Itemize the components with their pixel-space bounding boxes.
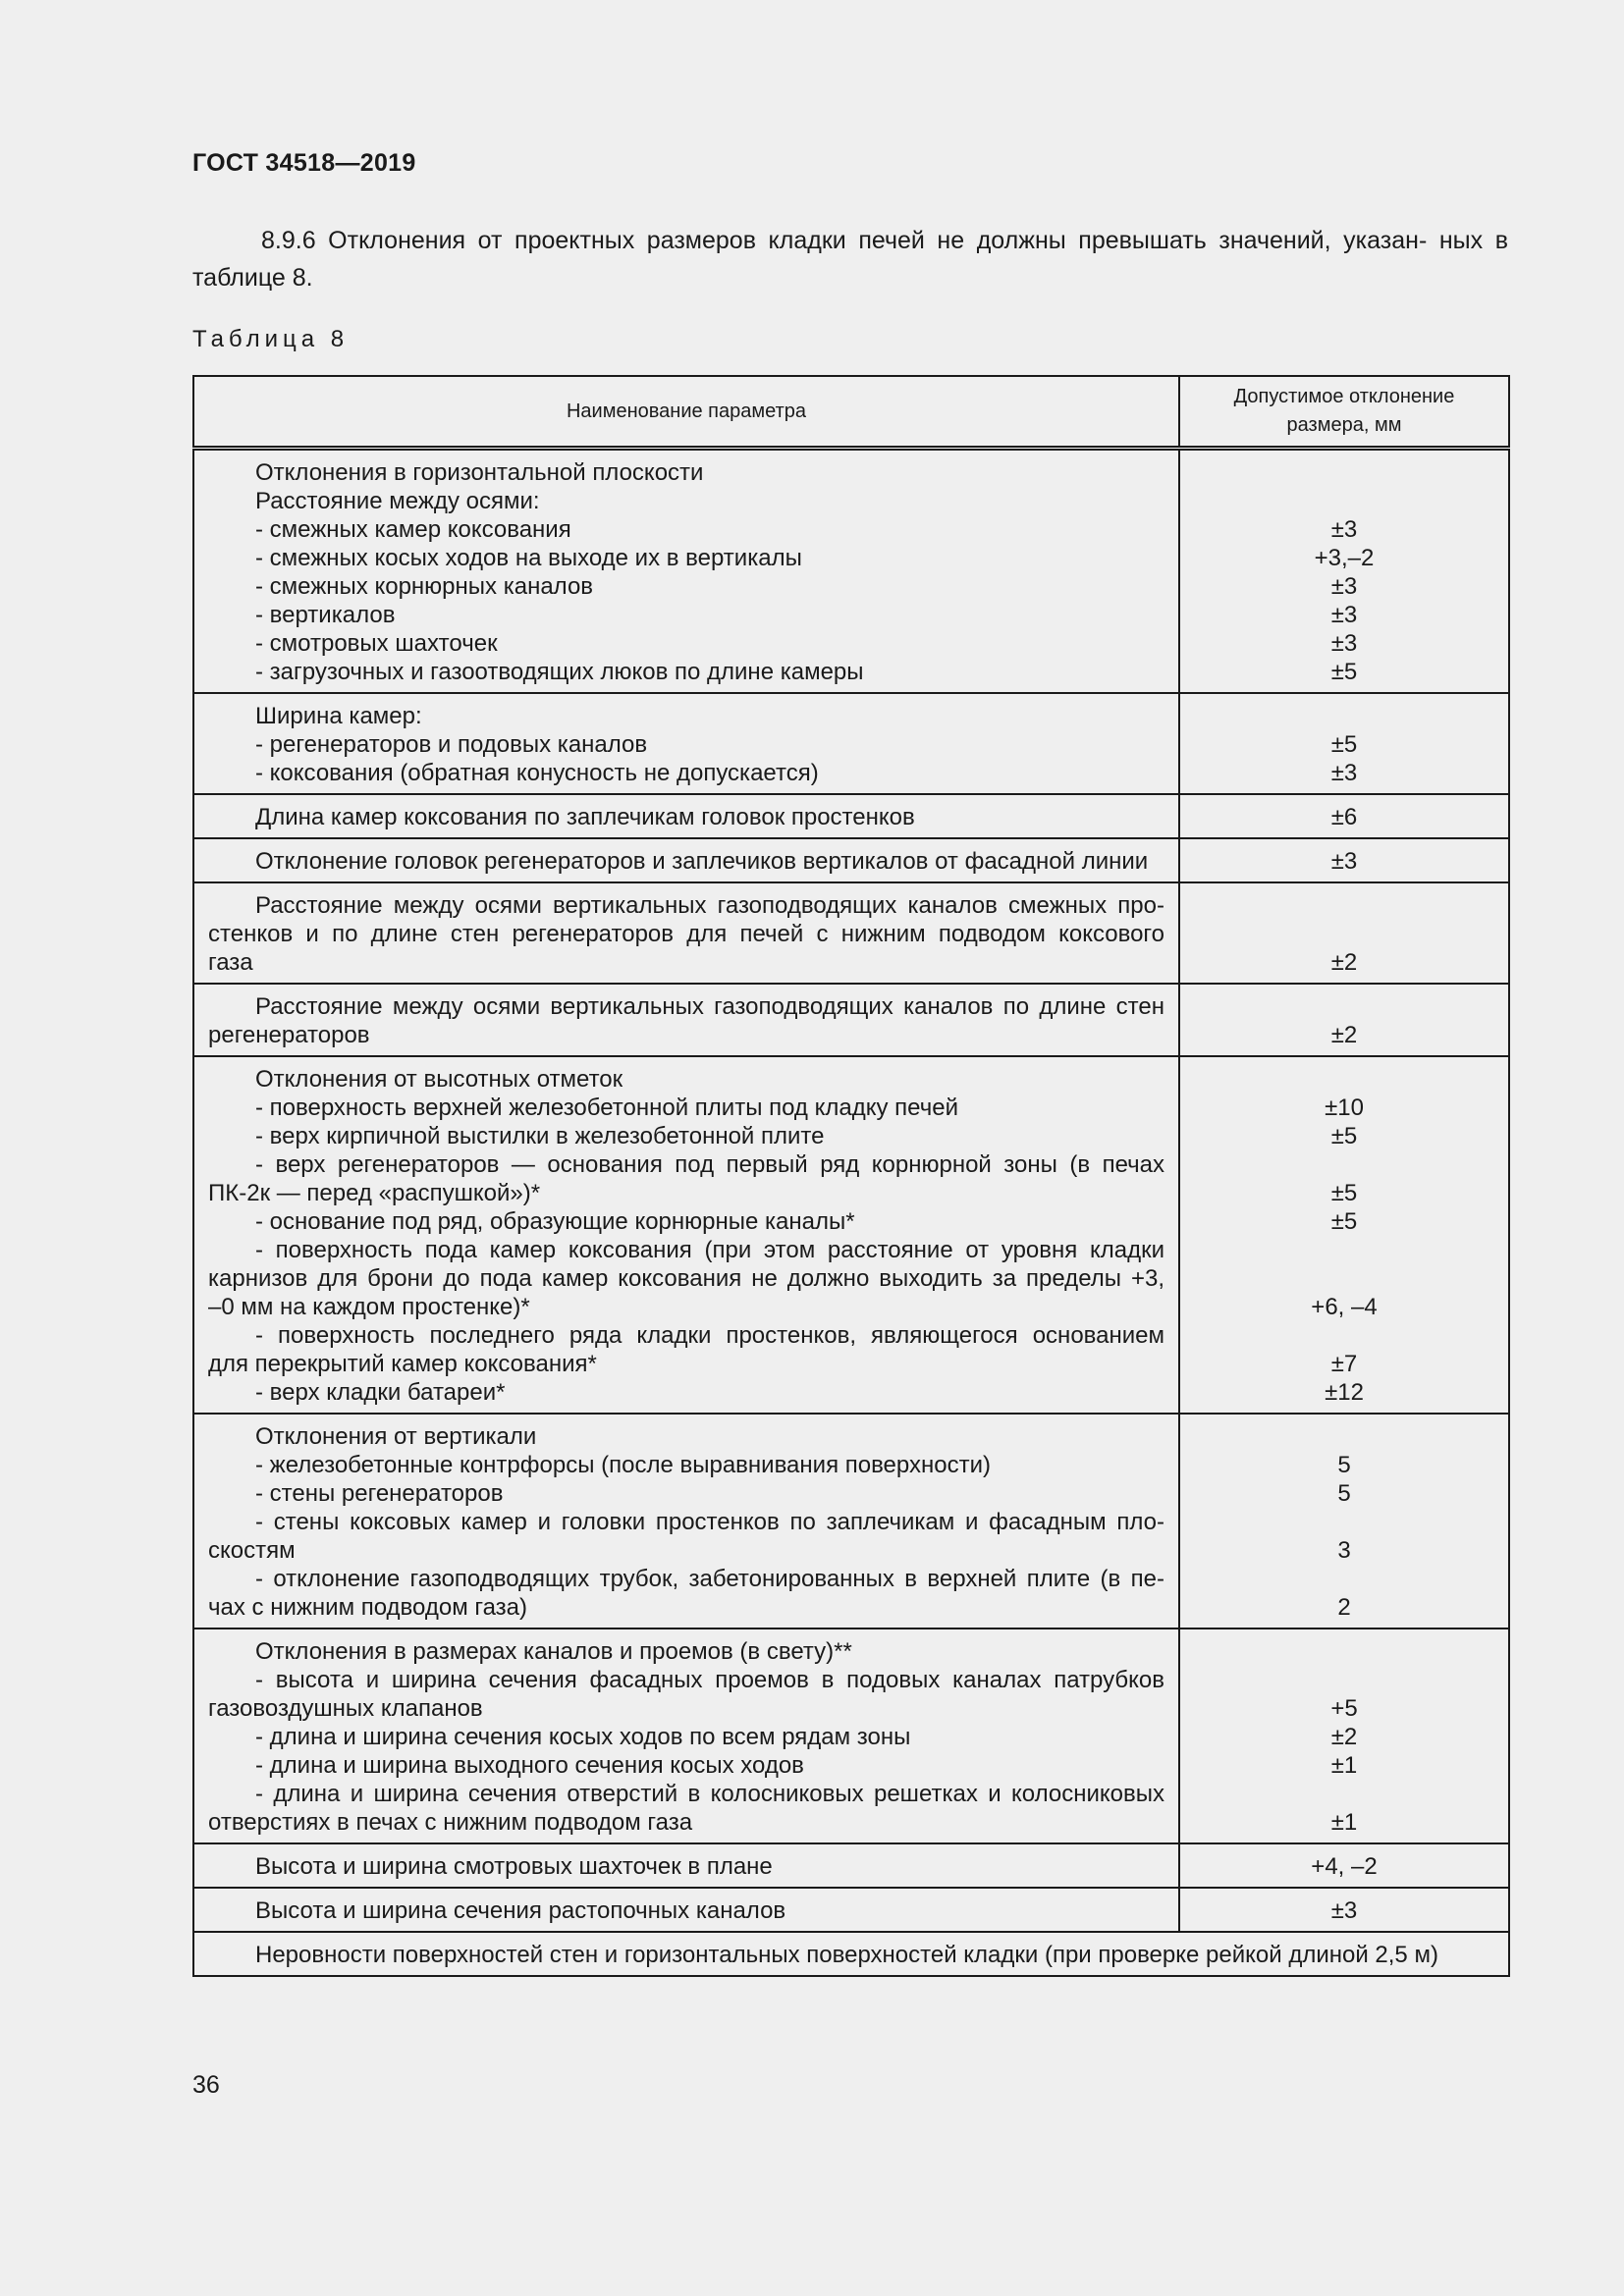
param-line: - верх регенераторов — основания под первый ряд корнюрной зоны (в печах: [255, 1151, 1164, 1178]
param-line: - коксования (обратная конусность не допускается): [255, 760, 819, 786]
value-line: [1180, 1264, 1508, 1293]
value-line: ±7: [1330, 1351, 1358, 1377]
value-line: [1180, 1236, 1508, 1264]
value-line: ±3: [1330, 573, 1358, 600]
value-cell: [1179, 1888, 1509, 1932]
value-line: [1180, 1637, 1508, 1666]
param-line: - регенераторов и подовых каналов: [255, 731, 648, 758]
param-line: - смежных корнюрных каналов: [255, 573, 594, 600]
param-line: скостям: [208, 1537, 296, 1564]
value-line: [1180, 702, 1508, 730]
value-line: ±5: [1330, 659, 1358, 685]
param-line: - смежных косых ходов на выходе их в вертикалы: [255, 545, 802, 571]
param-line: - стены коксовых камер и головки простенков по заплечикам и фасадным пло-: [255, 1509, 1164, 1535]
value-line: [1180, 1565, 1508, 1593]
table-row: [193, 838, 1509, 882]
param-line: Расстояние между осями:: [255, 488, 540, 514]
value-line: ±3: [1330, 630, 1358, 657]
param-line: Ширина камер:: [255, 703, 422, 729]
table-caption: Таблица 8: [192, 326, 350, 352]
param-line: - отклонение газоподводящих трубок, забетонированных в верхней плите (в пе-: [255, 1566, 1164, 1592]
param-line: отверстиях в печах с нижним подводом газа: [208, 1809, 693, 1836]
value-line: [1180, 458, 1508, 487]
value-line: ±5: [1330, 731, 1358, 758]
param-line: газа: [208, 949, 253, 976]
value-line: [1180, 1065, 1508, 1094]
param-line: регенераторов: [208, 1022, 370, 1048]
value-line: +4, –2: [1311, 1853, 1378, 1880]
intro-line-2: ных в таблице 8.: [192, 227, 1508, 292]
value-line: ±1: [1330, 1752, 1358, 1779]
param-cell: [193, 1843, 1179, 1888]
value-line: ±5: [1330, 1123, 1358, 1149]
param-line: чах с нижним подводом газа): [208, 1594, 528, 1621]
param-line: - длина и ширина сечения косых ходов по всем рядам зоны: [255, 1724, 911, 1750]
param-line: Отклонения в горизонтальной плоскости: [255, 459, 704, 486]
param-cell: [193, 693, 1179, 794]
param-line: Высота и ширина сечения растопочных каналов: [255, 1897, 786, 1924]
value-cell: [1179, 794, 1509, 838]
value-line: ±12: [1325, 1379, 1364, 1406]
table-row: [193, 693, 1509, 794]
table-row: [193, 1932, 1509, 1976]
value-line: ±3: [1330, 848, 1358, 875]
table-row: [193, 1414, 1509, 1629]
value-cell: [1179, 693, 1509, 794]
value-line: ±3: [1330, 516, 1358, 543]
param-cell: [193, 1414, 1179, 1629]
value-line: [1180, 1508, 1508, 1536]
param-line: –0 мм на каждом простенке)*: [208, 1294, 530, 1320]
table-row: [193, 882, 1509, 984]
value-cell: [1179, 838, 1509, 882]
value-line: ±3: [1330, 602, 1358, 628]
param-line: - железобетонные контрфорсы (после выравнивания поверхности): [255, 1452, 991, 1478]
value-line: ±10: [1325, 1095, 1364, 1121]
param-line: Отклонение головок регенераторов и заплечиков вертикалов от фасадной линии: [255, 848, 1149, 875]
value-line: [1180, 891, 1508, 920]
value-line: [1180, 1666, 1508, 1694]
value-line: [1180, 1321, 1508, 1350]
value-line: ±1: [1330, 1809, 1358, 1836]
value-cell: [1179, 1629, 1509, 1843]
value-line: [1180, 992, 1508, 1021]
param-cell: [193, 1888, 1179, 1932]
param-cell: [193, 1629, 1179, 1843]
deviation-table: [192, 375, 1510, 1977]
param-line: Отклонения от вертикали: [255, 1423, 537, 1450]
value-line: ±3: [1330, 760, 1358, 786]
value-line: 2: [1337, 1594, 1351, 1621]
param-line: Отклонения от высотных отметок: [255, 1066, 623, 1093]
value-line: [1180, 487, 1508, 515]
param-cell: [193, 794, 1179, 838]
param-line: для перекрытий камер коксования*: [208, 1351, 597, 1377]
param-line: Отклонения в размерах каналов и проемов (в свету)**: [255, 1638, 852, 1665]
value-line: ±5: [1330, 1180, 1358, 1206]
param-line: - поверхность верхней железобетонной плиты под кладку печей: [255, 1095, 958, 1121]
value-line: 5: [1337, 1480, 1351, 1507]
value-line: 3: [1337, 1537, 1351, 1564]
param-cell: [193, 838, 1179, 882]
table-row: [193, 1056, 1509, 1414]
param-line: стенков и по длине стен регенераторов для печей с нижним подводом коксового: [208, 921, 1164, 947]
header-param: Наименование параметра: [193, 376, 1179, 449]
document-header: ГОСТ 34518—2019: [192, 149, 416, 177]
param-line: - верх кирпичной выстилки в железобетонной плите: [255, 1123, 825, 1149]
table-row: [193, 984, 1509, 1056]
value-line: +5: [1330, 1695, 1358, 1722]
param-line: карнизов для брони до пода камер коксования не должно выходить за пределы +3,: [208, 1265, 1164, 1292]
value-line: ±2: [1330, 949, 1358, 976]
value-line: +3,–2: [1314, 545, 1375, 571]
value-cell: [1179, 1843, 1509, 1888]
value-line: ±6: [1330, 804, 1358, 830]
header-deviation: [1179, 376, 1509, 449]
table-row: [193, 1888, 1509, 1932]
value-cell: [1179, 449, 1509, 694]
param-line: Длина камер коксования по заплечикам головок простенков: [255, 804, 915, 830]
value-cell: [1179, 882, 1509, 984]
value-line: ±5: [1330, 1208, 1358, 1235]
param-line: - поверхность последнего ряда кладки простенков, являющегося основанием: [255, 1322, 1164, 1349]
intro-paragraph: [192, 222, 1508, 296]
param-line: Неровности поверхностей стен и горизонтальных поверхностей кладки (при проверке рейкой длиной 2,5 м): [255, 1942, 1438, 1968]
param-line: - смежных камер коксования: [255, 516, 571, 543]
param-cell: [193, 449, 1179, 694]
param-line: Расстояние между осями вертикальных газоподводящих каналов смежных про-: [255, 892, 1164, 919]
param-line: Высота и ширина смотровых шахточек в плане: [255, 1853, 773, 1880]
param-line: - вертикалов: [255, 602, 396, 628]
param-line: - длина и ширина выходного сечения косых ходов: [255, 1752, 804, 1779]
param-line: - смотровых шахточек: [255, 630, 498, 657]
param-cell: [193, 882, 1179, 984]
param-line: - высота и ширина сечения фасадных проемов в подовых каналах патрубков: [255, 1667, 1164, 1693]
value-cell: [1179, 984, 1509, 1056]
param-line: - поверхность пода камер коксования (при этом расстояние от уровня кладки: [255, 1237, 1164, 1263]
param-line: ПК-2к — перед «распушкой»)*: [208, 1180, 541, 1206]
param-line: - основание под ряд, образующие корнюрные каналы*: [255, 1208, 855, 1235]
value-line: +6, –4: [1311, 1294, 1378, 1320]
value-line: 5: [1337, 1452, 1351, 1478]
page-number: 36: [192, 2071, 220, 2099]
param-line: - стены регенераторов: [255, 1480, 504, 1507]
param-cell: [193, 984, 1179, 1056]
value-line: ±2: [1330, 1724, 1358, 1750]
table-row: [193, 794, 1509, 838]
value-cell: [1179, 1414, 1509, 1629]
header-deviation-line-2: размера, мм: [1286, 414, 1402, 436]
param-cell-full-width: [193, 1932, 1509, 1976]
param-line: газовоздушных клапанов: [208, 1695, 483, 1722]
value-line: [1180, 920, 1508, 948]
param-line: - загрузочных и газоотводящих люков по длине камеры: [255, 659, 864, 685]
param-line: Расстояние между осями вертикальных газоподводящих каналов по длине стен: [255, 993, 1164, 1020]
value-line: [1180, 1150, 1508, 1179]
table-row: [193, 449, 1509, 694]
value-line: [1180, 1780, 1508, 1808]
table-row: [193, 1629, 1509, 1843]
value-line: [1180, 1422, 1508, 1451]
header-deviation-line-1: Допустимое отклонение: [1233, 386, 1455, 407]
intro-line-1: 8.9.6 Отклонения от проектных размеров кладки печей не должны превышать значений, указан-: [261, 227, 1428, 254]
param-cell: [193, 1056, 1179, 1414]
table-row: [193, 1843, 1509, 1888]
value-line: ±2: [1330, 1022, 1358, 1048]
param-line: - верх кладки батареи*: [255, 1379, 506, 1406]
param-line: - длина и ширина сечения отверстий в колосниковых решетках и колосниковых: [255, 1781, 1164, 1807]
table-header-row: [193, 376, 1509, 449]
intro-text: [192, 222, 1508, 296]
value-cell: [1179, 1056, 1509, 1414]
value-line: ±3: [1330, 1897, 1358, 1924]
